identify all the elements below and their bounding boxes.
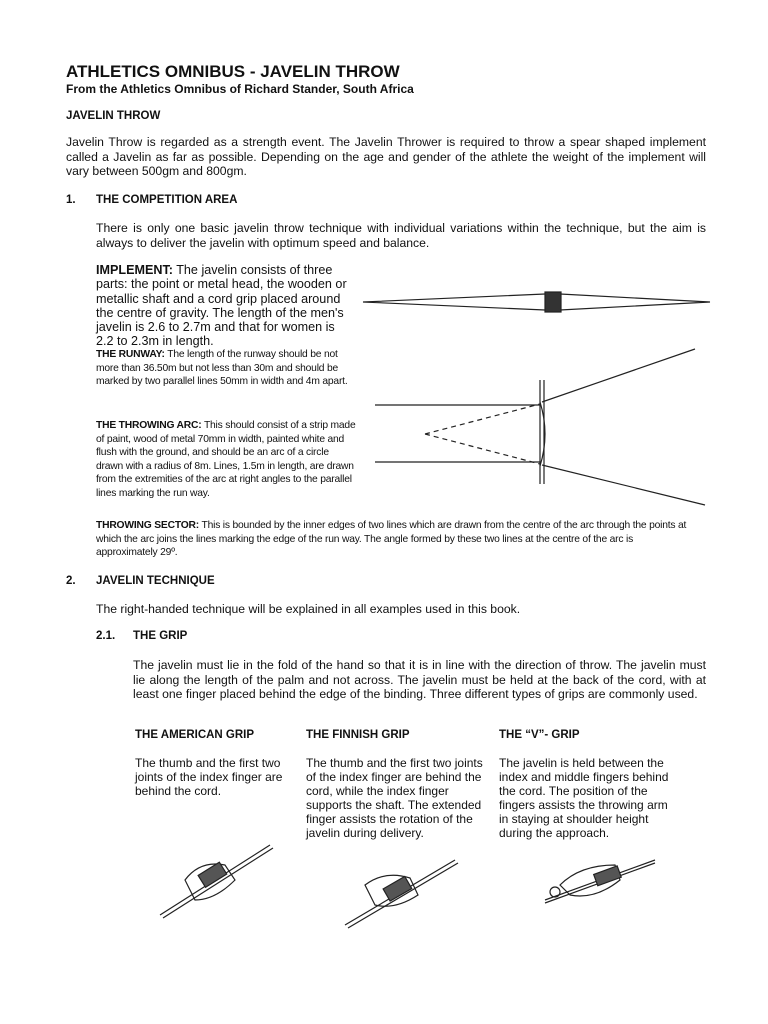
intro-heading: JAVELIN THROW bbox=[66, 110, 161, 122]
implement-paragraph bbox=[96, 263, 351, 349]
cord-grip bbox=[545, 292, 561, 312]
v-grip-illustration bbox=[540, 840, 660, 920]
section1-number: 1. bbox=[66, 194, 76, 206]
section2-heading: JAVELIN TECHNIQUE bbox=[96, 575, 215, 587]
sector-paragraph bbox=[96, 519, 696, 560]
american-grip-text: The thumb and the first two joints of the index finger are behind the cord. bbox=[135, 756, 283, 798]
arc-label: THE THROWING ARC: bbox=[96, 420, 202, 431]
sector-text: This is bounded by the inner edges of two lines which are drawn from the centre of the arc through the points at which the arc joins the lines marking the edge of the run way. The angle formed by these two lines at the centre of the arc is approximately 29º. bbox=[96, 520, 687, 558]
section2-text: The right-handed technique will be explained in all examples used in this book. bbox=[96, 602, 521, 616]
v-grip-heading: THE “V”- GRIP bbox=[499, 729, 580, 741]
javelin-and-runway-diagram bbox=[360, 262, 715, 507]
american-grip-heading: THE AMERICAN GRIP bbox=[135, 729, 255, 741]
javelin-drawing bbox=[363, 294, 710, 310]
finnish-grip-illustration bbox=[340, 850, 460, 930]
intro-text: Javelin Throw is regarded as a strength event. The Javelin Thrower is required to throw a spear shaped implement called a Javelin as far as possible. Depending on the age and gender of the athlete the weight of the implement will vary between 500gm and 800gm. bbox=[66, 135, 706, 178]
page-title: ATHLETICS OMNIBUS - JAVELIN THROW bbox=[66, 62, 400, 81]
v-grip-text: The javelin is held between the index and middle fingers behind the cord. The position of the fingers assists the throwing arm in staying at shoulder height during the approach. bbox=[499, 756, 669, 840]
american-grip-illustration bbox=[155, 840, 275, 920]
finnish-grip-heading: THE FINNISH GRIP bbox=[306, 729, 410, 741]
subtitle: From the Athletics Omnibus of Richard Stander, South Africa bbox=[66, 82, 414, 96]
section1-heading: THE COMPETITION AREA bbox=[96, 194, 238, 206]
subsection-number: 2.1. bbox=[96, 630, 116, 642]
runway-label: THE RUNWAY: bbox=[96, 349, 165, 360]
section1-text: There is only one basic javelin throw technique with individual variations within the technique, but the aim is always to deliver the javelin with optimum speed and balance. bbox=[96, 221, 706, 250]
finnish-grip-text: The thumb and the first two joints of the index finger are behind the cord, while the index finger supports the shaft. The extended finger assists the rotation of the javelin during delivery. bbox=[306, 756, 483, 840]
subsection-heading: THE GRIP bbox=[133, 630, 188, 642]
runway-paragraph bbox=[96, 348, 356, 389]
implement-label: IMPLEMENT: bbox=[96, 263, 173, 277]
runway-text: The length of the runway should be not more than 36.50m but not less than 30m and should be marked by two parallel lines 50mm in width and 4m apart. bbox=[96, 349, 348, 387]
implement-text: The javelin consists of three parts: the point or metal head, the wooden or metallic shaft and a cord grip placed around the centre of gravity. The length of the men's javelin is 2.6 to 2.7m and that for women is 2.2 to 2.3m in length. bbox=[96, 263, 347, 349]
arc-paragraph bbox=[96, 419, 356, 500]
section2-number: 2. bbox=[66, 575, 76, 587]
sector-label: THROWING SECTOR: bbox=[96, 520, 200, 531]
grip-intro-text: The javelin must lie in the fold of the hand so that it is in line with the direction of throw. The javelin must lie along the length of the palm and not across. The javelin must be held at the back of the cord, with at least one finger placed behind the edge of the binding. Three different types of grips are commonly used. bbox=[133, 658, 706, 701]
arc-text: This should consist of a strip made of paint, wood of metal 70mm in width, painted white and flush with the ground, and should be an arc of a circle drawn with a radius of 8m. Lines, 1.5m in length, are drawn from the extremities of the arc at right angles to the parallel lines marking the run way. bbox=[96, 420, 356, 499]
